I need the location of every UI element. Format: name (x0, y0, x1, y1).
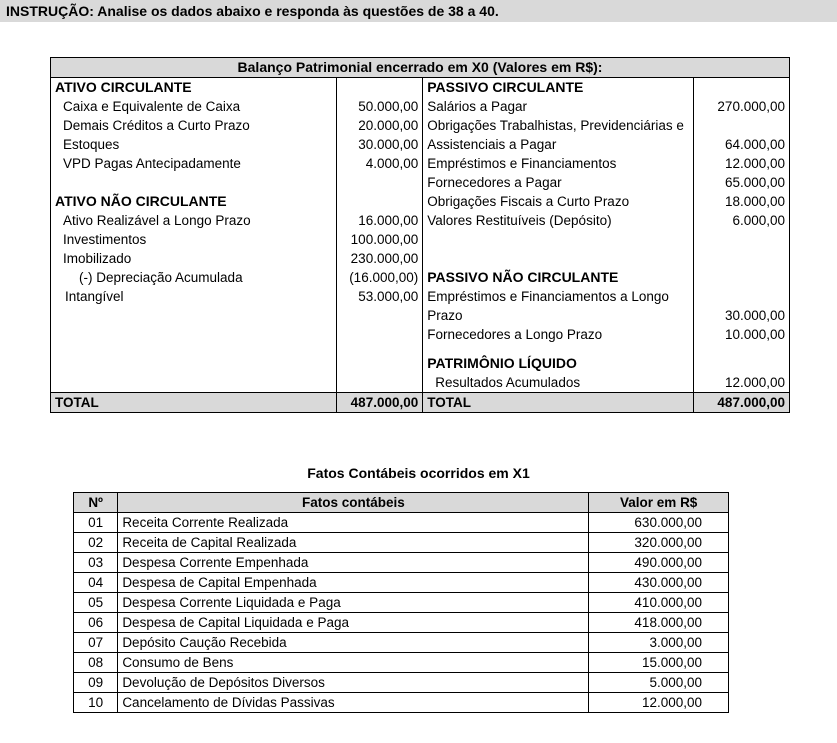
equity-label: Resultados Acumulados (423, 373, 694, 393)
liability-value: 64.000,00 (724, 137, 785, 152)
liability-value: 10.000,00 (724, 327, 785, 342)
table-row (74, 673, 729, 693)
liability-label: Empréstimos e Financiamentos a Longo Prazo (423, 287, 694, 325)
fact-description: Consumo de Bens (118, 653, 589, 673)
total-passivo-value: 487.000,00 (693, 393, 789, 413)
asset-value: 53.000,00 (337, 287, 423, 306)
asset-value: 50.000,00 (337, 97, 423, 116)
fact-value: 410.000,00 (589, 593, 729, 613)
asset-label: Demais Créditos a Curto Prazo (63, 118, 250, 133)
facts-header-desc: Fatos contábeis (118, 493, 589, 513)
liability-label: Fornecedores a Pagar (423, 173, 694, 192)
fact-value: 490.000,00 (589, 553, 729, 573)
liability-value: 30.000,00 (724, 308, 785, 323)
asset-label: VPD Pagas Antecipadamente (63, 156, 241, 171)
asset-value: 4.000,00 (337, 154, 423, 173)
table-row (74, 513, 729, 533)
total-ativo-label: TOTAL (51, 393, 337, 413)
table-row (74, 533, 729, 553)
fact-number: 05 (74, 593, 118, 613)
table-row (74, 633, 729, 653)
fact-description: Despesa de Capital Liquidada e Paga (118, 613, 589, 633)
facts-header-val: Valor em R$ (589, 493, 729, 513)
fact-value: 15.000,00 (589, 653, 729, 673)
fact-number: 07 (74, 633, 118, 653)
fact-description: Despesa de Capital Empenhada (118, 573, 589, 593)
liability-value: 18.000,00 (724, 194, 785, 209)
fact-value: 630.000,00 (589, 513, 729, 533)
patrimonio-liquido-heading: PATRIMÔNIO LÍQUIDO (423, 354, 694, 373)
fact-description: Depósito Caução Recebida (118, 633, 589, 653)
liability-label: Fornecedores a Longo Prazo (423, 325, 694, 344)
table-row (74, 553, 729, 573)
fact-number: 06 (74, 613, 118, 633)
liability-label: Salários a Pagar (423, 97, 694, 116)
instruction-banner: INSTRUÇÃO: Analise os dados abaixo e responda às questões de 38 a 40. (0, 0, 837, 22)
fact-value: 12.000,00 (589, 693, 729, 713)
liability-label: Obrigações Fiscais a Curto Prazo (423, 192, 694, 211)
fact-description: Despesa Corrente Empenhada (118, 553, 589, 573)
table-row (74, 593, 729, 613)
balance-sheet-title: Balanço Patrimonial encerrado em X0 (Valores em R$): (51, 58, 790, 78)
liability-value: 12.000,00 (724, 156, 785, 171)
asset-label: Ativo Realizável a Longo Prazo (63, 213, 251, 228)
asset-label: Caixa e Equivalente de Caixa (63, 99, 241, 114)
total-ativo-value: 487.000,00 (337, 393, 423, 413)
asset-label: Investimentos (63, 232, 147, 247)
fact-description: Receita de Capital Realizada (118, 533, 589, 553)
asset-value: 30.000,00 (337, 135, 423, 154)
table-row (74, 653, 729, 673)
asset-label: (-) Depreciação Acumulada (79, 270, 243, 285)
liability-label: Obrigações Trabalhistas, Previdenciárias e Assistenciais a Pagar (423, 116, 694, 154)
fact-number: 03 (74, 553, 118, 573)
ativo-circulante-heading: ATIVO CIRCULANTE (55, 79, 192, 95)
table-row (74, 693, 729, 713)
fact-description: Devolução de Depósitos Diversos (118, 673, 589, 693)
liability-label: Empréstimos e Financiamentos (423, 154, 694, 173)
table-row (74, 573, 729, 593)
fact-description: Despesa Corrente Liquidada e Paga (118, 593, 589, 613)
fact-value: 320.000,00 (589, 533, 729, 553)
equity-value: 12.000,00 (724, 375, 785, 390)
fact-number: 09 (74, 673, 118, 693)
passivo-circulante-heading: PASSIVO CIRCULANTE (423, 78, 694, 98)
fact-number: 10 (74, 693, 118, 713)
asset-label: Intangível (65, 289, 124, 304)
asset-label: Imobilizado (63, 251, 132, 266)
fact-value: 3.000,00 (589, 633, 729, 653)
total-passivo-label: TOTAL (423, 393, 694, 413)
fact-value: 418.000,00 (589, 613, 729, 633)
balance-sheet-table (50, 57, 790, 413)
asset-label: Estoques (63, 137, 120, 152)
fact-value: 5.000,00 (589, 673, 729, 693)
liability-value: 270.000,00 (717, 99, 785, 114)
ativo-nao-circulante-heading: ATIVO NÃO CIRCULANTE (55, 193, 227, 209)
fact-number: 04 (74, 573, 118, 593)
facts-header-num: Nº (74, 493, 118, 513)
fact-description: Receita Corrente Realizada (118, 513, 589, 533)
liability-value: 6.000,00 (732, 213, 785, 228)
table-row (74, 613, 729, 633)
asset-value: 20.000,00 (337, 116, 423, 135)
fact-value: 430.000,00 (589, 573, 729, 593)
fact-number: 01 (74, 513, 118, 533)
liability-label: Valores Restituíveis (Depósito) (423, 211, 694, 230)
fact-number: 02 (74, 533, 118, 553)
liability-value: 65.000,00 (724, 175, 785, 190)
facts-caption: Fatos Contábeis ocorridos em X1 (307, 465, 530, 481)
asset-value: 230.000,00 (337, 249, 423, 268)
fact-number: 08 (74, 653, 118, 673)
asset-value: (16.000,00) (337, 268, 423, 287)
facts-table (73, 492, 729, 713)
asset-value: 16.000,00 (337, 211, 423, 230)
passivo-nao-circulante-heading: PASSIVO NÃO CIRCULANTE (423, 268, 694, 287)
fact-description: Cancelamento de Dívidas Passivas (118, 693, 589, 713)
asset-value: 100.000,00 (337, 230, 423, 249)
